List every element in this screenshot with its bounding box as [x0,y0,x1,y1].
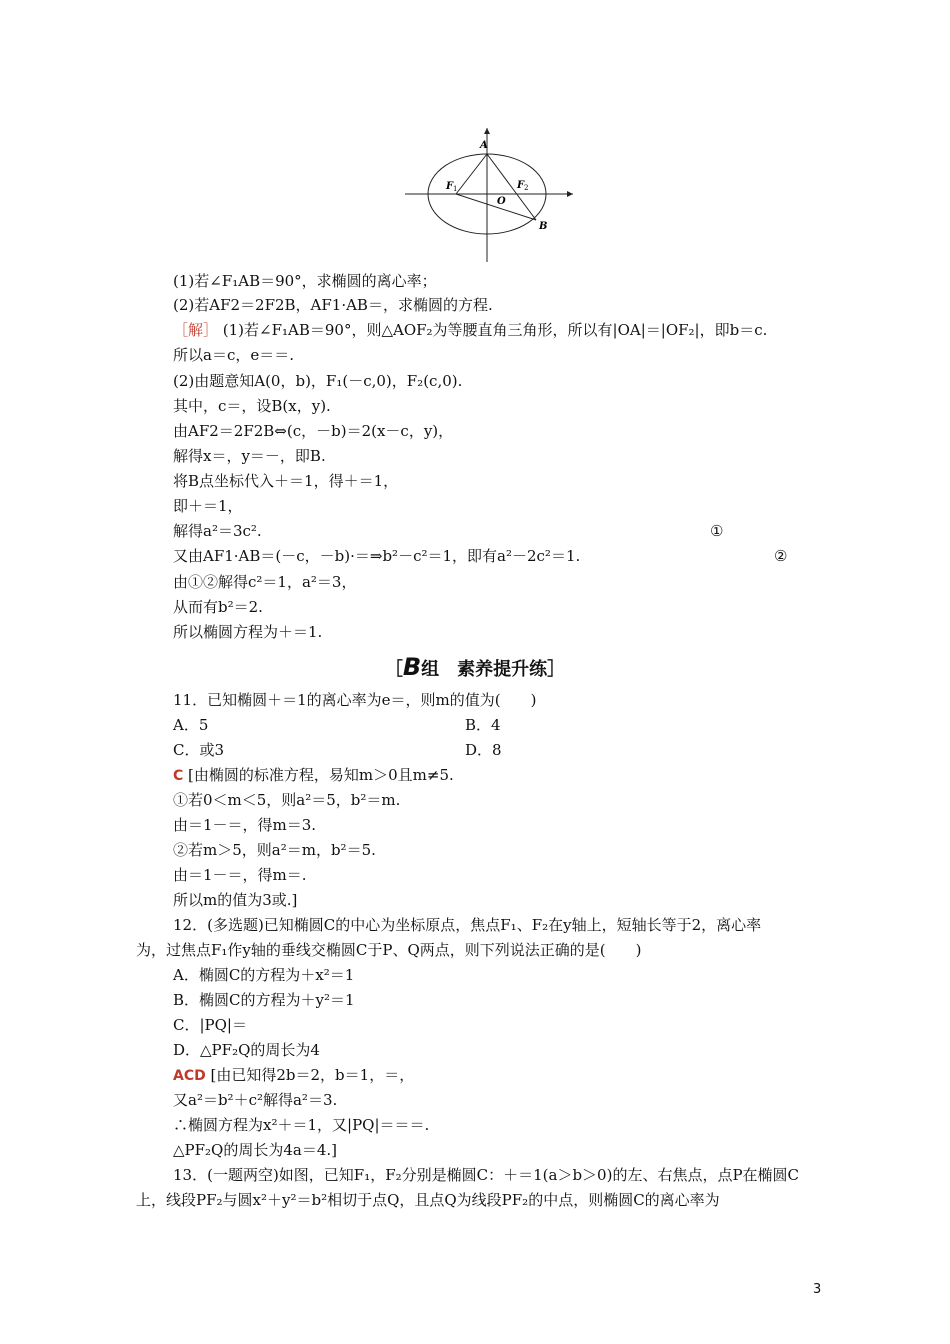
text-line [0,595,950,619]
text-line [0,343,950,367]
text-line [0,519,950,543]
text-line [0,1038,950,1062]
text-line [0,1188,950,1212]
text-line [0,444,950,468]
line-text: A．5 [173,716,209,734]
line-text: ②若m＞5，则a²＝m，b²＝5. [173,841,376,859]
text-line [0,293,950,317]
line-text: C．|PQ|＝ [173,1016,247,1034]
label-A: A [480,140,488,151]
text-line [0,788,950,812]
line-text: 所以椭圆方程为＋＝1. [173,623,323,641]
group-b-heading: ［B组 素养提升练］ [384,653,566,681]
text-line [0,469,950,493]
text-line [0,813,950,837]
text-line [0,1013,950,1037]
ellipse-figure [405,126,575,262]
text-line [0,394,950,418]
line-text: [由已知得2b＝2，b＝1，＝， [205,1066,415,1084]
text-line [0,269,950,293]
text-line [0,938,950,962]
text-line [0,863,950,887]
answer-tag: ACD [173,1068,206,1084]
line-text: D．△PF₂Q的周长为4 [173,1041,320,1059]
line-text: △PF₂Q的周长为4a＝4.] [173,1141,337,1159]
circle-mark-1: ① [710,522,724,540]
text-line [0,988,950,1012]
text-line [0,1113,950,1137]
text-line [0,494,950,518]
line-text: 解得x＝，y＝－，即B. [173,447,326,465]
label-F2-sub: 2 [524,184,529,192]
text-line [0,620,950,644]
line-text: 从而有b²＝2. [173,598,263,616]
line-text: 由①②解得c²＝1，a²＝3， [173,573,357,591]
line-text: C．或3 [173,741,225,759]
line-text: 又a²＝b²＋c²解得a²＝3. [173,1091,338,1109]
option-right: D．8 [465,741,502,759]
text-line [0,1063,950,1087]
line-text: 由AF2＝2F2B⇔(c，－b)＝2(x－c，y)， [173,422,454,440]
text-line [0,369,950,393]
text-line [0,419,950,443]
line-text: 即＋＝1， [173,497,243,515]
group-b-letter: B [402,653,422,681]
line-text: B．椭圆C的方程为＋y²＝1 [173,991,355,1009]
line-text: A．椭圆C的方程为＋x²＝1 [173,966,355,984]
line-text: 由＝1－＝，得m＝3. [173,816,317,834]
line-text: (1)若∠F₁AB＝90°，求椭圆的离心率； [173,272,437,290]
circle-mark-2: ② [774,547,788,565]
label-O: O [497,196,506,207]
line-text: 上，线段PF₂与圆x²＋y²＝b²相切于点Q，且点Q为线段PF₂的中点，则椭圆C的离心率为 [136,1191,720,1209]
line-text: 12．(多选题)已知椭圆C的中心为坐标原点，焦点F₁、F₂在y轴上，短轴长等于2，离心率 [173,916,762,934]
line-text: ①若0＜m＜5，则a²＝5，b²＝m. [173,791,401,809]
text-line [0,318,950,342]
text-line [0,1163,950,1187]
line-text: 所以m的值为3或.] [173,891,298,909]
line-text: 所以a＝c，e＝＝. [173,346,294,364]
option-right: B．4 [465,716,501,734]
text-line [0,963,950,987]
text-line [0,888,950,912]
line-text: 为，过焦点F₁作y轴的垂线交椭圆C于P、Q两点，则下列说法正确的是( ) [136,941,642,959]
text-line [0,1138,950,1162]
line-text: 又由AF1·AB＝(－c，－b)·＝⇒b²－c²＝1，即有a²－2c²＝1. [173,547,581,565]
line-text: 将B点坐标代入＋＝1，得＋＝1， [173,472,399,490]
line-text: (2)由题意知A(0，b)，F₁(－c,0)，F₂(c,0). [173,372,463,390]
line-text: 由＝1－＝，得m＝. [173,866,307,884]
page-number: 3 [813,1282,822,1297]
line-text: 其中，c＝，设B(x，y). [173,397,331,415]
label-B: B [539,221,548,232]
text-line [0,838,950,862]
line-text: ∴椭圆方程为x²＋＝1，又|PQ|＝＝＝. [173,1116,430,1134]
text-line [0,763,950,787]
answer-tag: C [173,768,184,784]
line-text: (1)若∠F₁AB＝90°，则△AOF₂为等腰直角三角形，所以有|OA|＝|OF₂|，即b＝c. [218,321,768,339]
text-line [0,738,950,762]
line-text: [由椭圆的标准方程，易知m＞0且m≠5. [183,766,454,784]
answer-tag: ［解］ [173,321,219,339]
text-line [0,1088,950,1112]
line-text: 13．(一题两空)如图，已知F₁，F₂分别是椭圆C：＋＝1(a＞b＞0)的左、右焦点，点P在椭圆C [173,1166,800,1184]
text-line [0,570,950,594]
label-F1-sub: 1 [453,185,458,193]
label-F2: F [517,180,525,191]
line-text: (2)若AF2＝2F2B，AF1·AB＝，求椭圆的方程. [173,296,493,314]
text-line [0,713,950,737]
text-line [0,544,950,568]
line-text: 解得a²＝3c². [173,522,262,540]
line-text: 11．已知椭圆＋＝1的离心率为e＝，则m的值为( ) [173,691,537,709]
label-F1: F [446,181,454,192]
text-line [0,688,950,712]
text-line [0,913,950,937]
